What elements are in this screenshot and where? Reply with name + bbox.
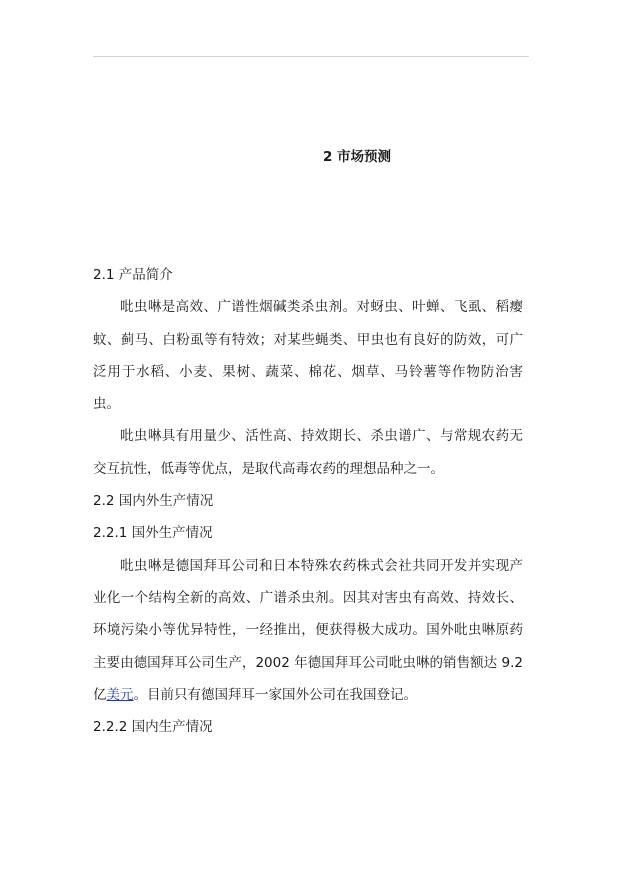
us-dollar-link[interactable]: 美元	[106, 686, 134, 703]
paragraph-product-intro-2: 吡虫啉具有用量少、活性高、持效期长、杀虫谱广、与常规农药无交互抗性，低毒等优点，是取代高毒农药的理想品种之一。	[93, 428, 523, 477]
section-heading-2-2-1: 2.2.1 国外生产情况	[93, 525, 213, 542]
chapter-title: 2 市场预测	[322, 149, 392, 165]
paragraph-product-intro-1: 吡虫啉是高效、广谱性烟碱类杀虫剂。对蚜虫、叶蝉、飞虱、稻瘿蚊、蓟马、白粉虱等有特效；对某些蝇类、甲虫也有良好的防效，可广泛用于水稻、小麦、果树、蔬菜、棉花、烟草、马铃薯等作物防治害虫。	[93, 299, 523, 413]
paragraph-foreign-production	[93, 550, 523, 711]
document-body	[93, 259, 523, 743]
paragraph-text-after-link: 。目前只有德国拜耳一家国外公司在我国登记。	[133, 686, 417, 703]
section-heading-2-2: 2.2 国内外生产情况	[93, 493, 214, 510]
paragraph-text-before-link: 吡虫啉是德国拜耳公司和日本特殊农药株式会社共同开发并实现产业化一个结构全新的高效、广谱杀虫剂。因其对害虫有高效、持效长、环境污染小等优异特性，一经推出，便获得极大成功。国外吡虫啉原药主要由德国拜耳公司生产，2002 年德国拜耳公司吡虫啉的销售额达 9.2 亿	[93, 557, 523, 703]
section-heading-2-1: 2.1 产品简介	[93, 267, 173, 283]
header-divider	[93, 56, 529, 57]
section-heading-2-2-2: 2.2.2 国内生产情况	[93, 719, 213, 736]
